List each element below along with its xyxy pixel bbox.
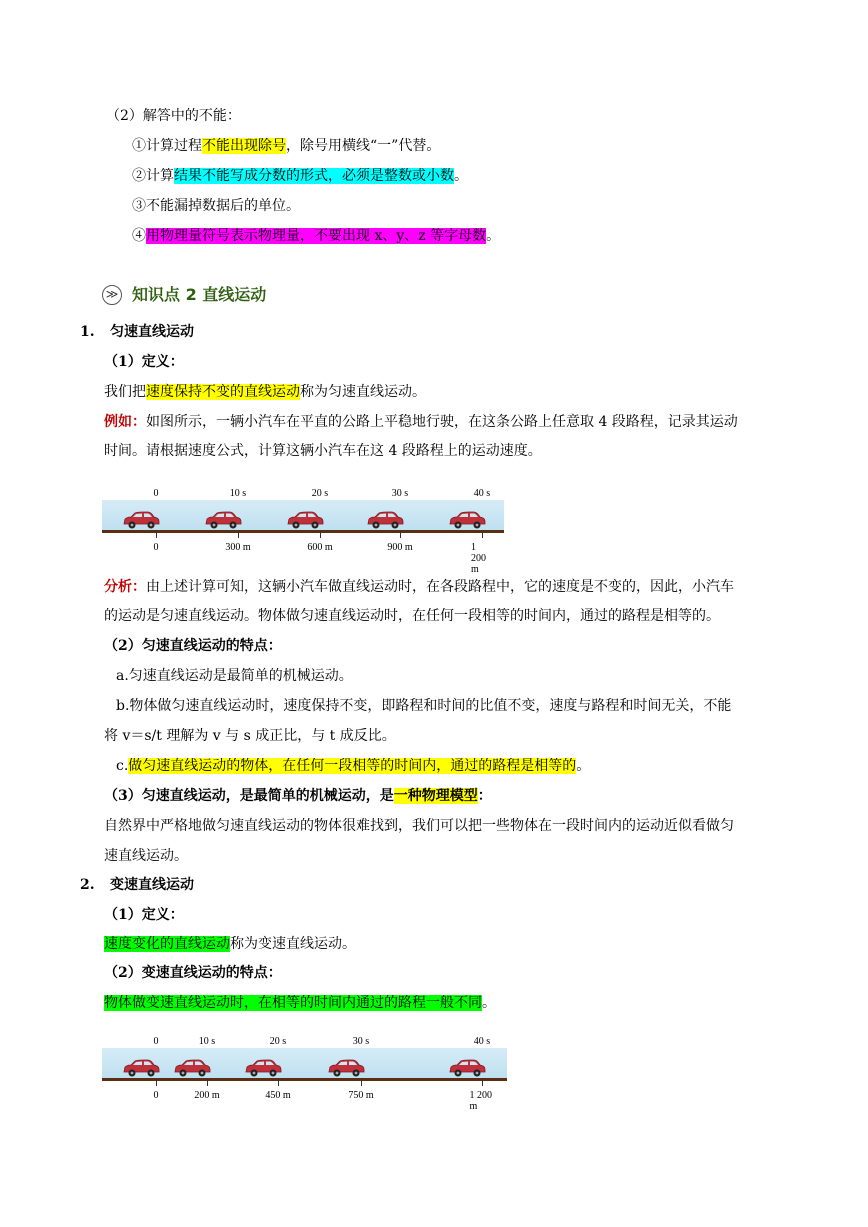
- car-icon: [365, 510, 405, 534]
- s2-feature-post: 。: [482, 995, 496, 1011]
- distance-label: 900 m: [387, 542, 413, 553]
- s1-def-highlight: 速度保持不变的直线运动: [146, 384, 300, 400]
- rule-4: [132, 226, 500, 246]
- rule-2-post: 。: [454, 168, 468, 184]
- model-pre: （3）匀速直线运动，是最简单的机械运动，是: [104, 788, 394, 804]
- rule-1-highlight: 不能出现除号: [202, 138, 286, 154]
- distance-tick: [320, 530, 321, 538]
- car-icon: [172, 1058, 212, 1082]
- distance-tick: [361, 1078, 362, 1086]
- part2-heading: （2）解答中的不能：: [106, 108, 241, 124]
- rule-3: ③不能漏掉数据后的单位。: [132, 198, 300, 214]
- distance-tick: [400, 530, 401, 538]
- s2-def-label: （1）定义：: [104, 907, 184, 923]
- distance-tick: [207, 1078, 208, 1086]
- distance-tick: [238, 530, 239, 538]
- feature-c-post: 。: [576, 758, 591, 774]
- car-icon: [447, 510, 487, 534]
- s2-feature: [104, 993, 496, 1013]
- distance-tick: [482, 530, 483, 538]
- example-text-1: 如图所示，一辆小汽车在平直的公路上平稳地行驶，在这条公路上任意取 4 段路程，记录其运动: [146, 414, 738, 430]
- example-line-2: 时间。请根据速度公式，计算这辆小汽车在这 4 段路程上的运动速度。: [104, 443, 542, 459]
- car-icon: [243, 1058, 283, 1082]
- time-label: 40 s: [473, 488, 491, 499]
- feature-c-highlight: 做匀速直线运动的物体，在任何一段相等的时间内，通过的路程是相等的: [128, 758, 577, 774]
- rule-4-highlight: 用物理量符号表示物理量，不要出现 x、y、z 等字母数: [146, 228, 487, 244]
- s1-def-pre: 我们把: [104, 384, 146, 400]
- distance-label: 200 m: [194, 1090, 220, 1101]
- s1-def-label: （1）定义：: [104, 354, 184, 370]
- s2-feature-label: （2）变速直线运动的特点：: [104, 965, 282, 981]
- example-label: 例如：: [104, 414, 146, 430]
- s2-def-highlight: 速度变化的直线运动: [104, 936, 230, 952]
- s2-title: 变速直线运动: [110, 877, 194, 893]
- rule-2: [132, 166, 468, 186]
- uniform-motion-figure: [102, 488, 504, 575]
- time-label: 20 s: [269, 1036, 287, 1047]
- distance-tick: [156, 530, 157, 538]
- rule-1-post: ，除号用横线“一”代替。: [286, 138, 441, 154]
- rule-1-pre: ①计算过程: [132, 138, 202, 154]
- car-icon: [326, 1058, 366, 1082]
- s2-def-post: 称为变速直线运动。: [230, 936, 356, 952]
- time-label: 40 s: [473, 1036, 491, 1047]
- rule-4-post: 。: [486, 228, 501, 244]
- model-heading: [104, 786, 492, 806]
- distance-label: 600 m: [307, 542, 333, 553]
- s1-def-post: 称为匀速直线运动。: [300, 384, 426, 400]
- section-arrow-icon: ≫: [102, 285, 122, 305]
- rule-2-highlight: 结果不能写成分数的形式，必须是整数或小数: [174, 168, 454, 184]
- distance-tick: [278, 1078, 279, 1086]
- car-icon: [285, 510, 325, 534]
- analysis-text-1: 由上述计算可知，这辆小汽车做直线运动时，在各段路程中，它的速度是不变的，因此，小汽车: [146, 579, 734, 595]
- model-text-2: 速直线运动。: [104, 848, 188, 864]
- rule-4-pre: ④: [132, 228, 146, 244]
- car-icon: [203, 510, 243, 534]
- s1-number: 1.: [80, 324, 95, 340]
- car-icon: [447, 1058, 487, 1082]
- distance-label: 1 200 m: [471, 542, 486, 575]
- s1-definition: [104, 382, 426, 402]
- rule-1: [132, 136, 440, 156]
- time-label: 30 s: [352, 1036, 370, 1047]
- rule-2-pre: ②计算: [132, 168, 174, 184]
- time-label: 20 s: [311, 488, 329, 499]
- model-text-1: 自然界中严格地做匀速直线运动的物体很难找到，我们可以把一些物体在一段时间内的运动近似看做匀: [104, 818, 734, 834]
- time-label: 30 s: [391, 488, 409, 499]
- example-line-1: [104, 412, 738, 432]
- model-highlight: 一种物理模型: [393, 788, 478, 804]
- s2-number: 2.: [80, 877, 95, 893]
- distance-label: 1 200 m: [469, 1090, 492, 1112]
- model-post: ：: [477, 788, 492, 804]
- time-label: 0: [153, 1036, 159, 1047]
- distance-tick: [482, 1078, 483, 1086]
- s1-feature-label: （2）匀速直线运动的特点：: [104, 638, 282, 654]
- feature-a: a.匀速直线运动是最简单的机械运动。: [116, 668, 353, 684]
- variable-motion-figure: [102, 1036, 507, 1112]
- car-icon: [121, 510, 161, 534]
- time-label: 10 s: [229, 488, 247, 499]
- distance-label: 750 m: [348, 1090, 374, 1101]
- feature-b-line-1: b.物体做匀速直线运动时，速度保持不变，即路程和时间的比值不变，速度与路程和时间无关，不能: [116, 698, 732, 714]
- section-title: 知识点 2 直线运动: [132, 285, 267, 304]
- analysis-label: 分析：: [104, 579, 146, 595]
- distance-label: 300 m: [225, 542, 251, 553]
- analysis-line-1: [104, 577, 734, 597]
- distance-tick: [156, 1078, 157, 1086]
- distance-label: 450 m: [265, 1090, 291, 1101]
- feature-c-pre: c.: [116, 758, 129, 774]
- analysis-line-2: 的运动是匀速直线运动。物体做匀速直线运动时，在任何一段相等的时间内，通过的路程是相等的。: [104, 608, 720, 624]
- distance-label: 0: [153, 542, 159, 553]
- s2-feature-highlight: 物体做变速直线运动时，在相等的时间内通过的路程一般不同: [104, 995, 482, 1011]
- distance-label: 0: [153, 1090, 159, 1101]
- feature-b-line-2: 将 v＝s/t 理解为 v 与 s 成正比，与 t 成反比。: [104, 728, 396, 744]
- feature-c: [116, 756, 590, 776]
- car-icon: [121, 1058, 161, 1082]
- time-label: 0: [153, 488, 159, 499]
- s1-title: 匀速直线运动: [110, 324, 194, 340]
- s2-definition: [104, 934, 356, 954]
- time-label: 10 s: [198, 1036, 216, 1047]
